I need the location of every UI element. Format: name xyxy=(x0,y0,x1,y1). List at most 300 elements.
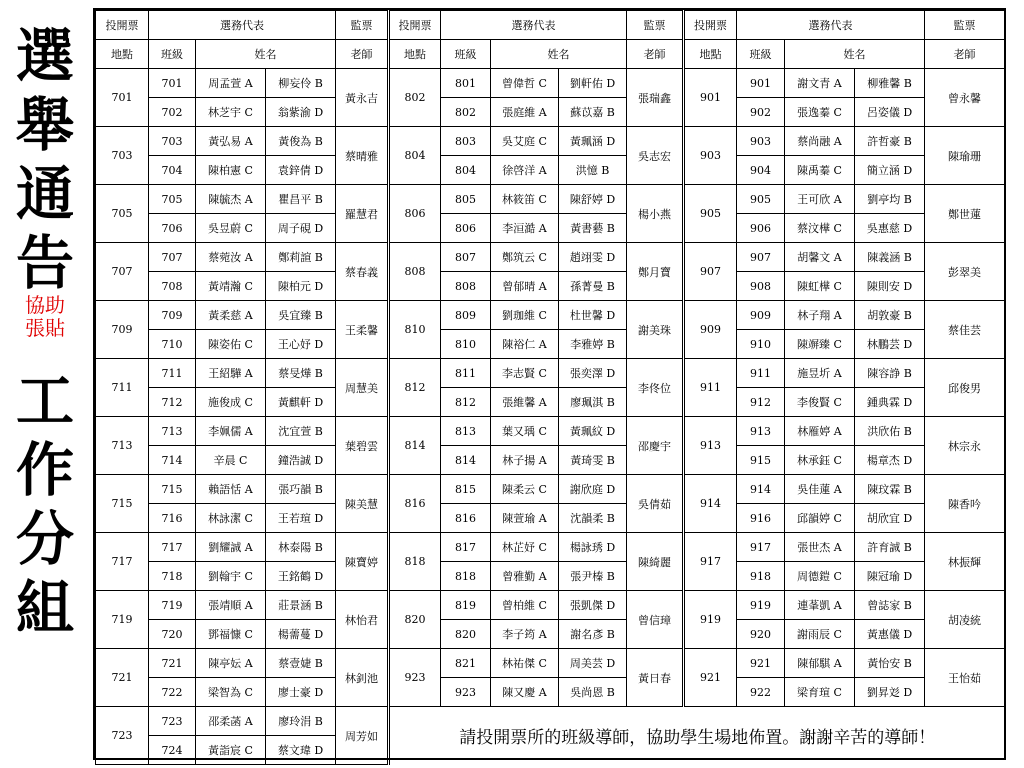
student-name-cell: 張巧韻 B xyxy=(266,475,336,504)
student-name-cell: 林鵬芸 D xyxy=(855,330,925,359)
student-name-cell: 李洹澔 A xyxy=(491,214,559,243)
table-row xyxy=(96,185,1005,214)
location-cell: 913 xyxy=(684,417,737,475)
student-name-cell: 梁育瑄 C xyxy=(785,678,855,707)
class-cell: 722 xyxy=(149,678,196,707)
class-cell: 921 xyxy=(737,649,785,678)
location-cell: 907 xyxy=(684,243,737,301)
class-cell: 724 xyxy=(149,736,196,765)
location-cell: 820 xyxy=(389,591,441,649)
location-cell: 909 xyxy=(684,301,737,359)
class-cell: 803 xyxy=(441,127,491,156)
student-name-cell: 曾偉哲 C xyxy=(491,69,559,98)
location-cell: 905 xyxy=(684,185,737,243)
student-name-cell: 楊薷蔓 D xyxy=(266,620,336,649)
class-cell: 802 xyxy=(441,98,491,127)
table-row xyxy=(96,707,1005,736)
location-cell: 911 xyxy=(684,359,737,417)
student-name-cell: 莊景涵 B xyxy=(266,591,336,620)
proctor-cell: 蔡春義 xyxy=(336,243,389,301)
table-row xyxy=(96,272,1005,301)
student-name-cell: 林祐傑 C xyxy=(491,649,559,678)
student-name-cell: 黃靖瀚 C xyxy=(196,272,266,301)
location-cell: 814 xyxy=(389,417,441,475)
class-cell: 818 xyxy=(441,562,491,591)
class-cell: 709 xyxy=(149,301,196,330)
student-name-cell: 黃弘易 A xyxy=(196,127,266,156)
student-name-cell: 沈韻柔 B xyxy=(559,504,627,533)
location-cell: 705 xyxy=(96,185,149,243)
student-name-cell: 趙翊雯 D xyxy=(559,243,627,272)
student-name-cell: 呂姿儀 D xyxy=(855,98,925,127)
class-cell: 805 xyxy=(441,185,491,214)
class-cell: 718 xyxy=(149,562,196,591)
student-name-cell: 吳惠慈 D xyxy=(855,214,925,243)
class-cell: 813 xyxy=(441,417,491,446)
student-name-cell: 胡敦豪 B xyxy=(855,301,925,330)
proctor-cell: 黃日春 xyxy=(627,649,684,707)
proctor-cell: 陳香吟 xyxy=(925,475,1005,533)
class-cell: 903 xyxy=(737,127,785,156)
proctor-cell: 蔡晴雅 xyxy=(336,127,389,185)
student-name-cell: 柳雅馨 B xyxy=(855,69,925,98)
title-char: 通 xyxy=(15,160,74,228)
student-name-cell: 周孟萱 A xyxy=(196,69,266,98)
proctor-cell: 邱俊男 xyxy=(925,359,1005,417)
student-name-cell: 謝名彥 B xyxy=(559,620,627,649)
proctor-cell: 張瑞鑫 xyxy=(627,69,684,127)
rep-header: 選務代表 xyxy=(737,11,925,40)
proctor-header: 老師 xyxy=(925,40,1005,69)
proctor-header: 老師 xyxy=(336,40,389,69)
student-name-cell: 廖玲涓 B xyxy=(266,707,336,736)
student-name-cell: 簡立涵 D xyxy=(855,156,925,185)
proctor-cell: 陳美慧 xyxy=(336,475,389,533)
location-cell: 919 xyxy=(684,591,737,649)
table-row xyxy=(96,562,1005,591)
student-name-cell: 杜世馨 D xyxy=(559,301,627,330)
student-name-cell: 黃琦雯 B xyxy=(559,446,627,475)
student-name-cell: 陳姿佑 C xyxy=(196,330,266,359)
proctor-cell: 林振輝 xyxy=(925,533,1005,591)
student-name-cell: 陳容諍 B xyxy=(855,359,925,388)
location-cell: 715 xyxy=(96,475,149,533)
class-cell: 910 xyxy=(737,330,785,359)
student-name-cell: 謝文青 A xyxy=(785,69,855,98)
student-name-cell: 陳玟霖 B xyxy=(855,475,925,504)
student-name-cell: 李雅婷 B xyxy=(559,330,627,359)
class-cell: 703 xyxy=(149,127,196,156)
student-name-cell: 周子硯 D xyxy=(266,214,336,243)
table-row xyxy=(96,591,1005,620)
student-name-cell: 陳郁騏 A xyxy=(785,649,855,678)
proctor-cell: 陳綺麗 xyxy=(627,533,684,591)
subtitle-line: 張貼 xyxy=(25,316,65,340)
student-name-cell: 陳虹樺 C xyxy=(785,272,855,301)
student-name-cell: 陳義涵 B xyxy=(855,243,925,272)
class-cell: 913 xyxy=(737,417,785,446)
class-cell: 923 xyxy=(441,678,491,707)
location-cell: 816 xyxy=(389,475,441,533)
location-header: 投開票 xyxy=(96,11,149,40)
class-cell: 912 xyxy=(737,388,785,417)
table-row xyxy=(96,446,1005,475)
location-header: 地點 xyxy=(684,40,737,69)
title-sidebar xyxy=(0,0,90,768)
student-name-cell: 廖珮淇 B xyxy=(559,388,627,417)
student-name-cell: 張奕澤 D xyxy=(559,359,627,388)
student-name-cell: 王若瑄 D xyxy=(266,504,336,533)
student-name-cell: 王紹驊 A xyxy=(196,359,266,388)
proctor-header: 老師 xyxy=(627,40,684,69)
proctor-cell: 陳寶婷 xyxy=(336,533,389,591)
student-name-cell: 王可欣 A xyxy=(785,185,855,214)
student-name-cell: 吳尚恩 B xyxy=(559,678,627,707)
name-header: 姓名 xyxy=(785,40,925,69)
rep-header: 選務代表 xyxy=(149,11,336,40)
table-row xyxy=(96,388,1005,417)
rep-header: 選務代表 xyxy=(441,11,627,40)
class-cell: 811 xyxy=(441,359,491,388)
student-name-cell: 黃詣宸 C xyxy=(196,736,266,765)
proctor-cell: 吳志宏 xyxy=(627,127,684,185)
class-cell: 719 xyxy=(149,591,196,620)
class-cell: 916 xyxy=(737,504,785,533)
student-name-cell: 張尹榛 B xyxy=(559,562,627,591)
student-name-cell: 周美芸 D xyxy=(559,649,627,678)
student-name-cell: 洪憶 B xyxy=(559,156,627,185)
proctor-cell: 楊小燕 xyxy=(627,185,684,243)
student-name-cell: 黃珮紋 D xyxy=(559,417,627,446)
student-name-cell: 許哲豪 B xyxy=(855,127,925,156)
student-name-cell: 林芝宇 C xyxy=(196,98,266,127)
class-cell: 816 xyxy=(441,504,491,533)
class-cell: 705 xyxy=(149,185,196,214)
student-name-cell: 李俊賢 C xyxy=(785,388,855,417)
location-cell: 921 xyxy=(684,649,737,707)
class-cell: 908 xyxy=(737,272,785,301)
table-row xyxy=(96,475,1005,504)
location-cell: 709 xyxy=(96,301,149,359)
class-cell: 810 xyxy=(441,330,491,359)
student-name-cell: 黃惠儀 D xyxy=(855,620,925,649)
student-name-cell: 劉軒佑 D xyxy=(559,69,627,98)
proctor-cell: 王柔馨 xyxy=(336,301,389,359)
table-row xyxy=(96,156,1005,185)
title-char: 選 xyxy=(15,22,74,90)
class-cell: 817 xyxy=(441,533,491,562)
class-cell: 901 xyxy=(737,69,785,98)
location-cell: 707 xyxy=(96,243,149,301)
student-name-cell: 張維馨 A xyxy=(491,388,559,417)
location-cell: 810 xyxy=(389,301,441,359)
subtitle-line: 協助 xyxy=(25,293,65,317)
location-cell: 802 xyxy=(389,69,441,127)
student-name-cell: 洪欣佑 B xyxy=(855,417,925,446)
student-name-cell: 蔡壹婕 B xyxy=(266,649,336,678)
location-header: 地點 xyxy=(389,40,441,69)
class-cell: 701 xyxy=(149,69,196,98)
student-name-cell: 鄭莉諠 B xyxy=(266,243,336,272)
class-cell: 713 xyxy=(149,417,196,446)
table-row xyxy=(96,649,1005,678)
student-name-cell: 李子筠 A xyxy=(491,620,559,649)
student-name-cell: 林詠潔 C xyxy=(196,504,266,533)
student-name-cell: 黃柔慈 A xyxy=(196,301,266,330)
student-name-cell: 劉耀誠 A xyxy=(196,533,266,562)
class-cell: 904 xyxy=(737,156,785,185)
class-cell: 707 xyxy=(149,243,196,272)
class-header: 班級 xyxy=(441,40,491,69)
student-name-cell: 連莑凱 A xyxy=(785,591,855,620)
class-cell: 808 xyxy=(441,272,491,301)
proctor-cell: 周芳如 xyxy=(336,707,389,765)
class-cell: 814 xyxy=(441,446,491,475)
student-name-cell: 張靖順 A xyxy=(196,591,266,620)
location-cell: 703 xyxy=(96,127,149,185)
student-name-cell: 陳萱瑜 A xyxy=(491,504,559,533)
student-name-cell: 李姵儒 A xyxy=(196,417,266,446)
location-cell: 901 xyxy=(684,69,737,127)
student-name-cell: 蔡汶樺 C xyxy=(785,214,855,243)
class-cell: 723 xyxy=(149,707,196,736)
class-cell: 918 xyxy=(737,562,785,591)
class-cell: 922 xyxy=(737,678,785,707)
class-cell: 704 xyxy=(149,156,196,185)
class-cell: 720 xyxy=(149,620,196,649)
student-name-cell: 林泰陽 B xyxy=(266,533,336,562)
student-name-cell: 黃怡安 B xyxy=(855,649,925,678)
class-cell: 909 xyxy=(737,301,785,330)
class-cell: 711 xyxy=(149,359,196,388)
table-row xyxy=(96,98,1005,127)
student-name-cell: 邵柔菡 A xyxy=(196,707,266,736)
location-header: 地點 xyxy=(96,40,149,69)
student-name-cell: 林芷妤 C xyxy=(491,533,559,562)
proctor-header: 監票 xyxy=(627,11,684,40)
location-cell: 719 xyxy=(96,591,149,649)
class-cell: 706 xyxy=(149,214,196,243)
class-cell: 721 xyxy=(149,649,196,678)
student-name-cell: 陳裕仁 A xyxy=(491,330,559,359)
student-name-cell: 蔡菀汝 A xyxy=(196,243,266,272)
class-cell: 708 xyxy=(149,272,196,301)
class-cell: 906 xyxy=(737,214,785,243)
location-cell: 914 xyxy=(684,475,737,533)
class-cell: 920 xyxy=(737,620,785,649)
student-name-cell: 黃俊為 B xyxy=(266,127,336,156)
student-name-cell: 劉亭均 B xyxy=(855,185,925,214)
table-row xyxy=(96,504,1005,533)
class-cell: 714 xyxy=(149,446,196,475)
proctor-cell: 羅慧君 xyxy=(336,185,389,243)
class-cell: 812 xyxy=(441,388,491,417)
proctor-cell: 黃永吉 xyxy=(336,69,389,127)
student-name-cell: 鐘浩誠 D xyxy=(266,446,336,475)
student-name-cell: 瞿昌平 B xyxy=(266,185,336,214)
student-name-cell: 張凱傑 D xyxy=(559,591,627,620)
election-duty-table-frame xyxy=(93,8,1006,760)
proctor-cell: 曾永馨 xyxy=(925,69,1005,127)
class-cell: 715 xyxy=(149,475,196,504)
class-cell: 712 xyxy=(149,388,196,417)
student-name-cell: 劉翰宇 C xyxy=(196,562,266,591)
student-name-cell: 鄭筑云 C xyxy=(491,243,559,272)
proctor-cell: 李佟位 xyxy=(627,359,684,417)
student-name-cell: 胡欣宜 D xyxy=(855,504,925,533)
class-cell: 905 xyxy=(737,185,785,214)
class-cell: 801 xyxy=(441,69,491,98)
student-name-cell: 陳毓杰 A xyxy=(196,185,266,214)
table-row xyxy=(96,127,1005,156)
election-duty-table xyxy=(95,10,1005,765)
location-cell: 713 xyxy=(96,417,149,475)
student-name-cell: 陳則安 D xyxy=(855,272,925,301)
location-header: 投開票 xyxy=(684,11,737,40)
student-name-cell: 翁紫渝 D xyxy=(266,98,336,127)
student-name-cell: 王銘鶴 D xyxy=(266,562,336,591)
location-cell: 806 xyxy=(389,185,441,243)
student-name-cell: 吳宜臻 B xyxy=(266,301,336,330)
class-cell: 804 xyxy=(441,156,491,185)
table-row xyxy=(96,243,1005,272)
proctor-cell: 吳倩茹 xyxy=(627,475,684,533)
proctor-cell: 謝美珠 xyxy=(627,301,684,359)
proctor-cell: 葉碧雲 xyxy=(336,417,389,475)
location-cell: 721 xyxy=(96,649,149,707)
name-header: 姓名 xyxy=(196,40,336,69)
proctor-cell: 王怡茹 xyxy=(925,649,1005,707)
title-char: 告 xyxy=(15,229,74,297)
proctor-header: 監票 xyxy=(925,11,1005,40)
student-name-cell: 吳昱蔚 C xyxy=(196,214,266,243)
student-name-cell: 黃書藝 B xyxy=(559,214,627,243)
class-cell: 702 xyxy=(149,98,196,127)
student-name-cell: 林筱笛 C xyxy=(491,185,559,214)
student-name-cell: 張庭維 A xyxy=(491,98,559,127)
student-name-cell: 孫菁曼 B xyxy=(559,272,627,301)
class-cell: 919 xyxy=(737,591,785,620)
student-name-cell: 蔡旻燁 B xyxy=(266,359,336,388)
student-name-cell: 劉珈維 C xyxy=(491,301,559,330)
student-name-cell: 施俊成 C xyxy=(196,388,266,417)
student-name-cell: 袁鋅倩 D xyxy=(266,156,336,185)
student-name-cell: 柳妄伶 B xyxy=(266,69,336,98)
student-name-cell: 吳艾庭 C xyxy=(491,127,559,156)
student-name-cell: 陳柔云 C xyxy=(491,475,559,504)
location-cell: 808 xyxy=(389,243,441,301)
student-name-cell: 賴語恬 A xyxy=(196,475,266,504)
student-name-cell: 林子翔 A xyxy=(785,301,855,330)
student-name-cell: 曾柏維 C xyxy=(491,591,559,620)
student-name-cell: 林承鈺 C xyxy=(785,446,855,475)
proctor-cell: 鄭月寶 xyxy=(627,243,684,301)
class-cell: 821 xyxy=(441,649,491,678)
table-row xyxy=(96,330,1005,359)
table-row xyxy=(96,214,1005,243)
student-name-cell: 施昱圻 A xyxy=(785,359,855,388)
student-name-cell: 王心妤 D xyxy=(266,330,336,359)
student-name-cell: 曾郁晴 A xyxy=(491,272,559,301)
student-name-cell: 辛晨 C xyxy=(196,446,266,475)
table-row xyxy=(96,69,1005,98)
class-cell: 809 xyxy=(441,301,491,330)
student-name-cell: 李志賢 C xyxy=(491,359,559,388)
student-name-cell: 楊章杰 D xyxy=(855,446,925,475)
proctor-cell: 陳瑜珊 xyxy=(925,127,1005,185)
class-cell: 819 xyxy=(441,591,491,620)
class-cell: 807 xyxy=(441,243,491,272)
class-cell: 717 xyxy=(149,533,196,562)
proctor-cell: 周慧美 xyxy=(336,359,389,417)
student-name-cell: 陳又慶 A xyxy=(491,678,559,707)
location-cell: 818 xyxy=(389,533,441,591)
location-cell: 711 xyxy=(96,359,149,417)
proctor-cell: 林怡君 xyxy=(336,591,389,649)
notice-text: 請投開票所的班級導師，協助學生場地佈置。謝謝辛苦的導師！ xyxy=(389,707,1005,765)
student-name-cell: 吳佳蓮 A xyxy=(785,475,855,504)
student-name-cell: 楊詠琇 D xyxy=(559,533,627,562)
student-name-cell: 陳舒婷 D xyxy=(559,185,627,214)
student-name-cell: 周德鎧 C xyxy=(785,562,855,591)
student-name-cell: 陳禹蓁 C xyxy=(785,156,855,185)
class-cell: 914 xyxy=(737,475,785,504)
student-name-cell: 陳柏憲 C xyxy=(196,156,266,185)
location-cell: 723 xyxy=(96,707,149,765)
student-name-cell: 曾雅勤 A xyxy=(491,562,559,591)
table-row xyxy=(96,417,1005,446)
proctor-cell: 林釗池 xyxy=(336,649,389,707)
location-cell: 917 xyxy=(684,533,737,591)
class-cell: 716 xyxy=(149,504,196,533)
student-name-cell: 陳竮臻 C xyxy=(785,330,855,359)
proctor-cell: 鄭世蓮 xyxy=(925,185,1005,243)
location-cell: 701 xyxy=(96,69,149,127)
location-header: 投開票 xyxy=(389,11,441,40)
proctor-cell: 蔡佳芸 xyxy=(925,301,1005,359)
location-cell: 717 xyxy=(96,533,149,591)
student-name-cell: 邱韻婷 C xyxy=(785,504,855,533)
student-name-cell: 黃麒軒 D xyxy=(266,388,336,417)
table-row xyxy=(96,359,1005,388)
student-name-cell: 徐啓洋 A xyxy=(491,156,559,185)
table-row xyxy=(96,620,1005,649)
title-char: 組 xyxy=(15,574,74,642)
student-name-cell: 張逸蓁 C xyxy=(785,98,855,127)
location-cell: 804 xyxy=(389,127,441,185)
table-row xyxy=(96,678,1005,707)
student-name-cell: 蔡尚融 A xyxy=(785,127,855,156)
proctor-cell: 彭翠美 xyxy=(925,243,1005,301)
student-name-cell: 蔡文瑋 D xyxy=(266,736,336,765)
class-cell: 915 xyxy=(737,446,785,475)
title-char: 舉 xyxy=(15,91,74,159)
student-name-cell: 劉昇彣 D xyxy=(855,678,925,707)
name-header: 姓名 xyxy=(491,40,627,69)
proctor-cell: 胡凌統 xyxy=(925,591,1005,649)
title-char: 作 xyxy=(15,436,74,504)
class-cell: 815 xyxy=(441,475,491,504)
student-name-cell: 葉又瑀 C xyxy=(491,417,559,446)
student-name-cell: 蘇苡嘉 B xyxy=(559,98,627,127)
student-name-cell: 曾誌家 B xyxy=(855,591,925,620)
class-cell: 911 xyxy=(737,359,785,388)
location-cell: 812 xyxy=(389,359,441,417)
student-name-cell: 許育誠 B xyxy=(855,533,925,562)
class-cell: 917 xyxy=(737,533,785,562)
class-cell: 820 xyxy=(441,620,491,649)
title-char: 工 xyxy=(15,367,74,435)
